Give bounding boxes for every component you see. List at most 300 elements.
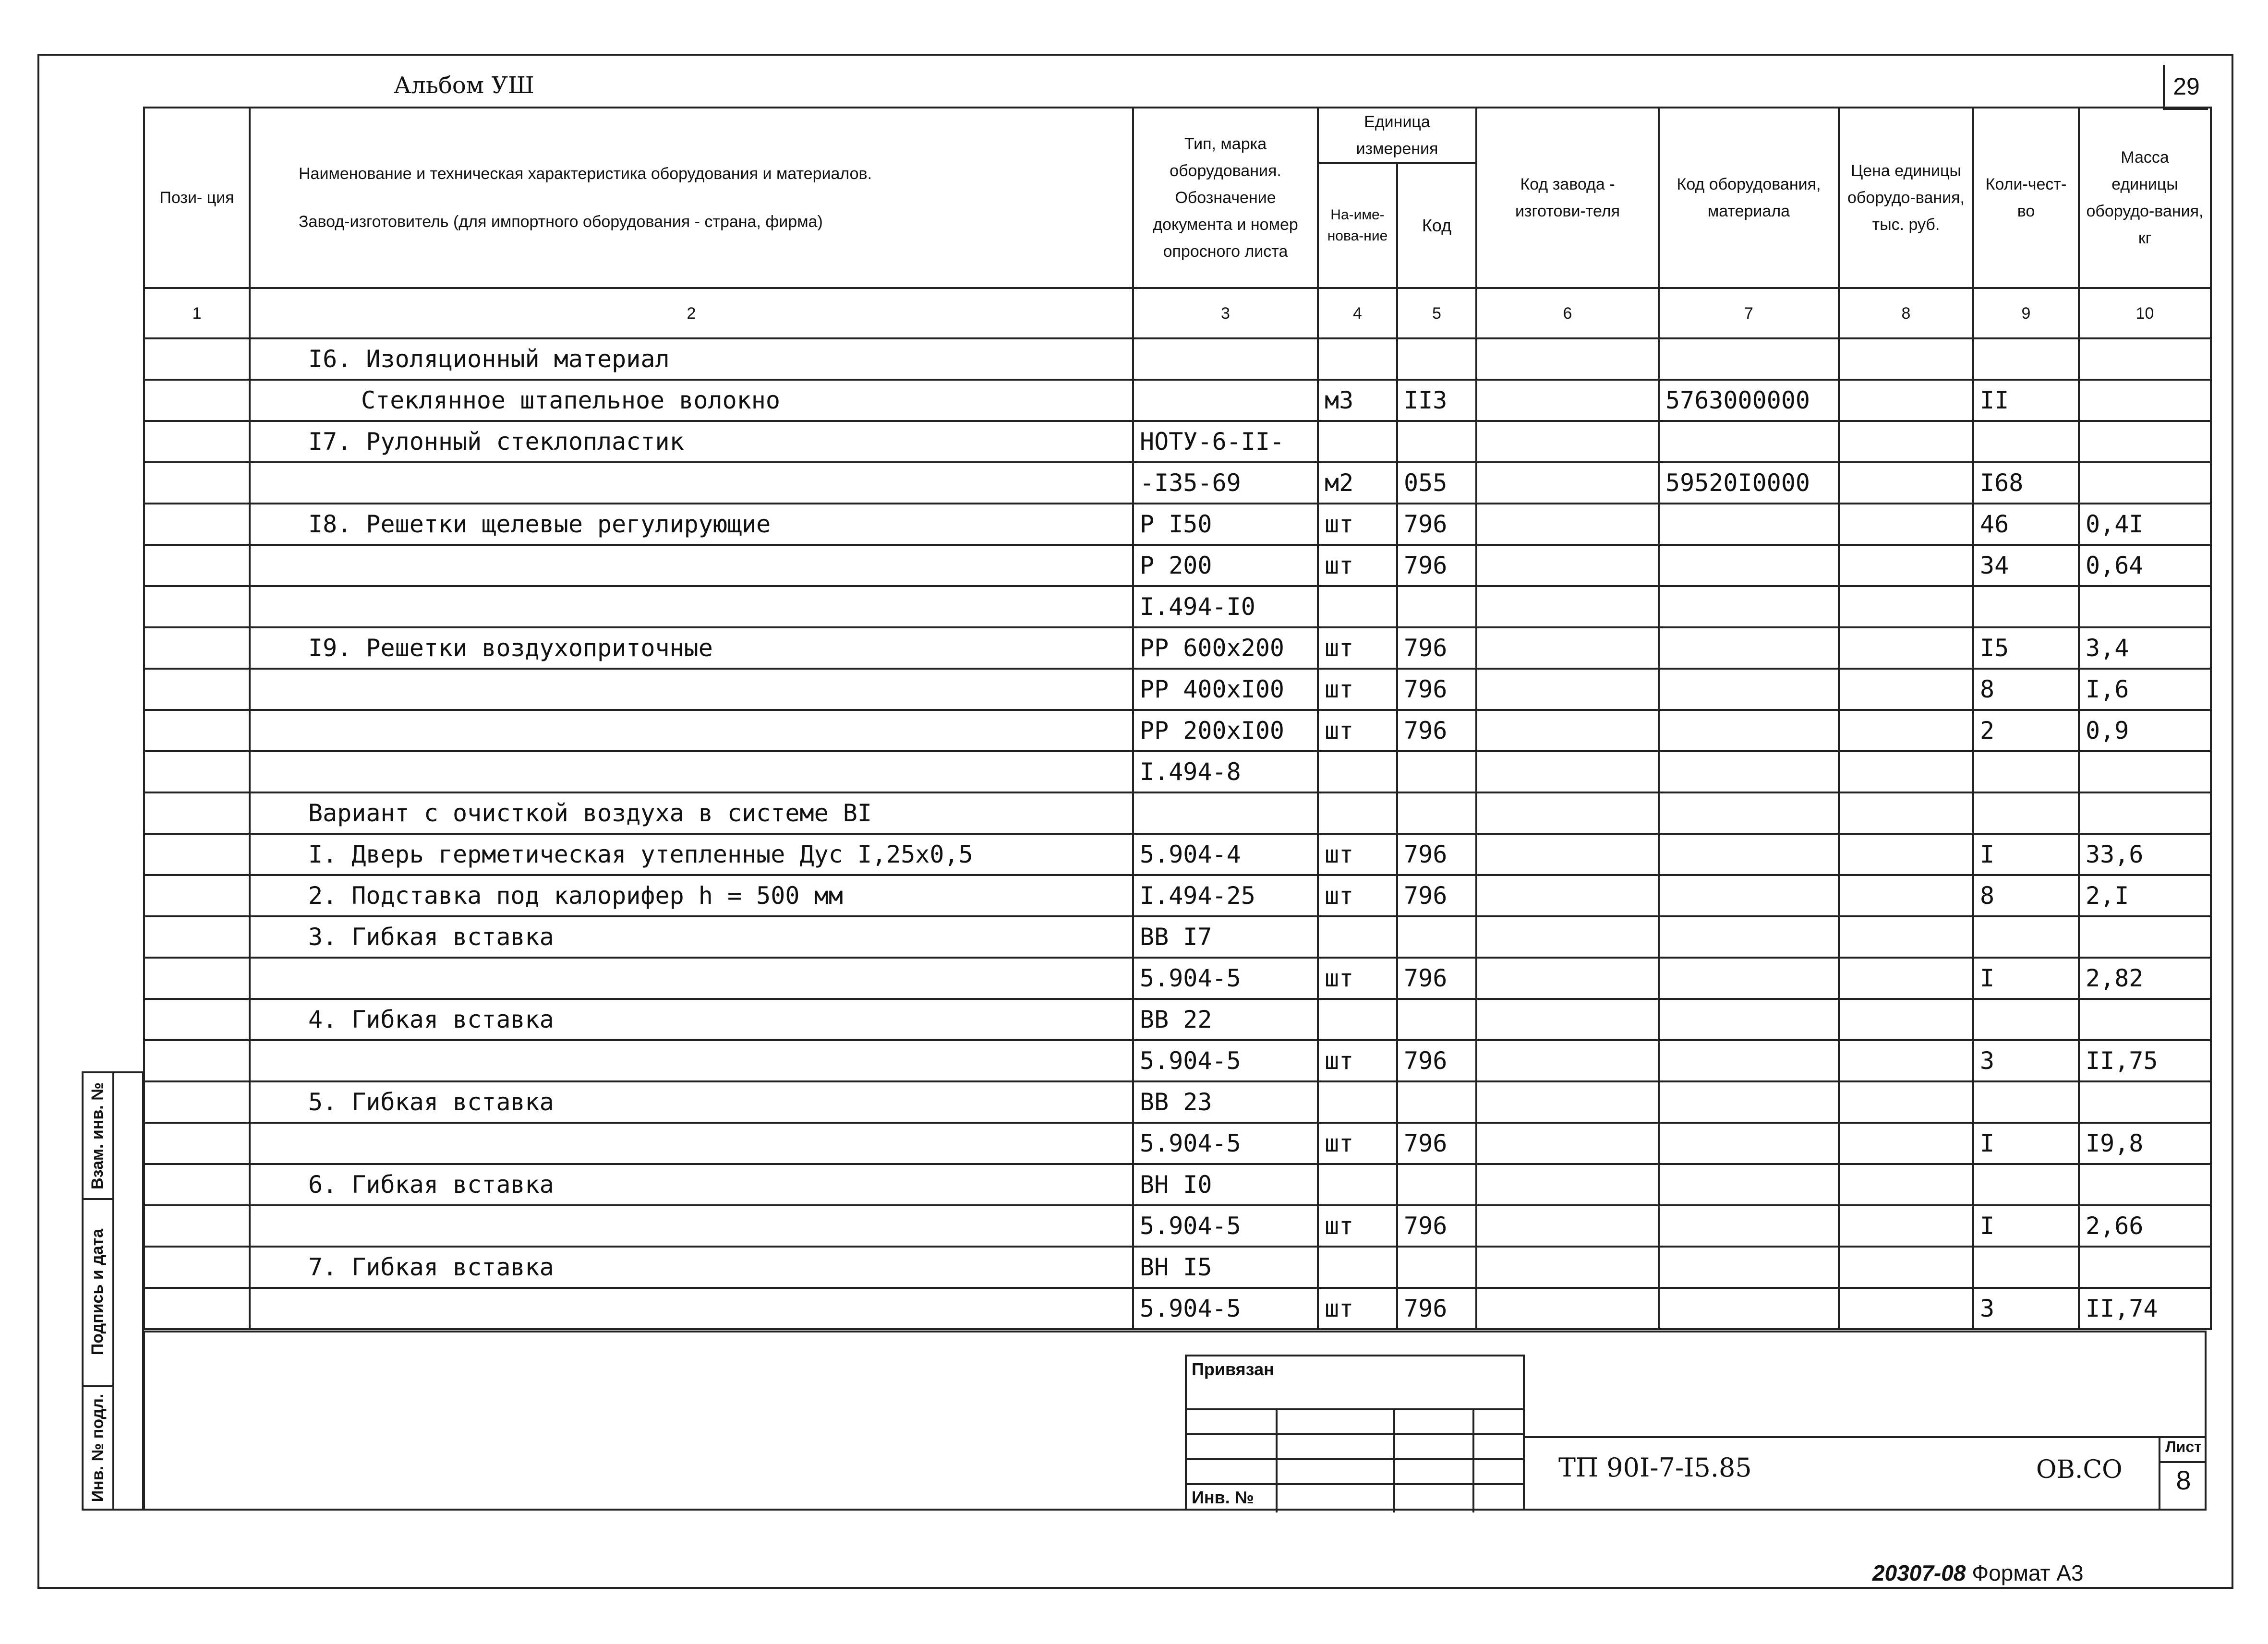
cell-code: II3 xyxy=(1397,380,1476,421)
cell-qty xyxy=(1973,916,2079,958)
cell-type: ВН I5 xyxy=(1133,1247,1318,1288)
cell-code xyxy=(1397,421,1476,462)
cell-name: 6. Гибкая вставка xyxy=(250,1164,1133,1205)
header-unit-name: На-име-нова-ние xyxy=(1318,163,1397,288)
cell-name: 7. Гибкая вставка xyxy=(250,1247,1133,1288)
cell-name: Стеклянное штапельное волокно xyxy=(250,380,1133,421)
cell-pos xyxy=(144,1247,250,1288)
header-unit: Единица измерения xyxy=(1318,108,1476,163)
footer xyxy=(1872,1560,2084,1586)
cell-ocode xyxy=(1659,586,1839,627)
table-row xyxy=(144,1288,2211,1329)
cell-mass: 2,I xyxy=(2079,875,2211,916)
cell-plant xyxy=(1476,338,1659,380)
table-row xyxy=(144,1205,2211,1247)
cell-type xyxy=(1133,380,1318,421)
header-quantity: Коли-чест-во xyxy=(1973,108,2079,288)
cell-name xyxy=(250,1123,1133,1164)
cell-type: ВВ 23 xyxy=(1133,1081,1318,1123)
cell-code xyxy=(1397,338,1476,380)
cell-type: Р I50 xyxy=(1133,504,1318,545)
column-number: 2 xyxy=(250,288,1133,338)
table-row xyxy=(144,1247,2211,1288)
cell-name xyxy=(250,751,1133,792)
cell-plant xyxy=(1476,834,1659,875)
cell-plant xyxy=(1476,1205,1659,1247)
cell-plant xyxy=(1476,999,1659,1040)
cell-unit: шт xyxy=(1318,834,1397,875)
header-position: Пози- ция xyxy=(144,108,250,288)
cell-price xyxy=(1839,834,1973,875)
column-number: 5 xyxy=(1397,288,1476,338)
cell-price xyxy=(1839,1081,1973,1123)
table-row xyxy=(144,1081,2211,1123)
cell-plant xyxy=(1476,586,1659,627)
cell-qty: I xyxy=(1973,958,2079,999)
table-row xyxy=(144,710,2211,751)
cell-name: I9. Решетки воздухоприточные xyxy=(250,627,1133,669)
cell-ocode xyxy=(1659,834,1839,875)
cell-price xyxy=(1839,669,1973,710)
inv-podl-label: Инв. № подл. xyxy=(88,1393,107,1502)
cell-price xyxy=(1839,1205,1973,1247)
cell-unit: шт xyxy=(1318,1123,1397,1164)
cell-qty xyxy=(1973,751,2079,792)
cell-code: 796 xyxy=(1397,1205,1476,1247)
header-equipment-code: Код оборудования, материала xyxy=(1659,108,1839,288)
cell-unit xyxy=(1318,421,1397,462)
table-row xyxy=(144,545,2211,586)
cell-plant xyxy=(1476,751,1659,792)
cell-mass xyxy=(2079,421,2211,462)
header-name: Наименование и техническая характеристика оборудования и материалов. Завод-изготовитель (для импортного оборудования - страна, фирма) xyxy=(250,108,1133,288)
cell-qty xyxy=(1973,421,2079,462)
cell-mass: II,75 xyxy=(2079,1040,2211,1081)
table-body xyxy=(144,338,2211,1329)
cell-price xyxy=(1839,338,1973,380)
cell-qty: 3 xyxy=(1973,1288,2079,1329)
cell-price xyxy=(1839,627,1973,669)
cell-ocode xyxy=(1659,669,1839,710)
cell-price xyxy=(1839,421,1973,462)
cell-name: 4. Гибкая вставка xyxy=(250,999,1133,1040)
cell-qty xyxy=(1973,338,2079,380)
cell-name: I7. Рулонный стеклопластик xyxy=(250,421,1133,462)
cell-type: РР 600х200 xyxy=(1133,627,1318,669)
cell-name: 3. Гибкая вставка xyxy=(250,916,1133,958)
cell-ocode xyxy=(1659,545,1839,586)
cell-mass: 2,82 xyxy=(2079,958,2211,999)
cell-qty: I xyxy=(1973,834,2079,875)
cell-pos xyxy=(144,916,250,958)
table-row xyxy=(144,834,2211,875)
cell-type: 5.904-4 xyxy=(1133,834,1318,875)
table-row xyxy=(144,380,2211,421)
cell-name xyxy=(250,669,1133,710)
cell-mass xyxy=(2079,916,2211,958)
cell-mass: 3,4 xyxy=(2079,627,2211,669)
cell-ocode xyxy=(1659,1123,1839,1164)
page-number: 29 xyxy=(2163,65,2208,110)
cell-ocode xyxy=(1659,875,1839,916)
cell-plant xyxy=(1476,1040,1659,1081)
table-row xyxy=(144,1123,2211,1164)
cell-plant xyxy=(1476,1081,1659,1123)
cell-plant xyxy=(1476,1288,1659,1329)
cell-pos xyxy=(144,1205,250,1247)
cell-price xyxy=(1839,380,1973,421)
cell-unit xyxy=(1318,751,1397,792)
album-title: Альбом УШ xyxy=(394,72,534,99)
cell-plant xyxy=(1476,545,1659,586)
cell-price xyxy=(1839,875,1973,916)
cell-name xyxy=(250,1205,1133,1247)
cell-mass xyxy=(2079,751,2211,792)
cell-unit xyxy=(1318,1247,1397,1288)
cell-unit: м2 xyxy=(1318,462,1397,504)
cell-qty: I xyxy=(1973,1123,2079,1164)
column-number: 7 xyxy=(1659,288,1839,338)
cell-price xyxy=(1839,999,1973,1040)
cell-name: I8. Решетки щелевые регулирующие xyxy=(250,504,1133,545)
column-number: 1 xyxy=(144,288,250,338)
cell-code xyxy=(1397,1164,1476,1205)
cell-ocode xyxy=(1659,916,1839,958)
cell-mass xyxy=(2079,1081,2211,1123)
column-number: 9 xyxy=(1973,288,2079,338)
cell-code xyxy=(1397,1247,1476,1288)
cell-pos xyxy=(144,669,250,710)
table-row xyxy=(144,338,2211,380)
cell-pos xyxy=(144,338,250,380)
header-mass: Масса единицы оборудо-вания, кг xyxy=(2079,108,2211,288)
cell-pos xyxy=(144,1040,250,1081)
cell-unit: шт xyxy=(1318,545,1397,586)
table-row xyxy=(144,669,2211,710)
cell-mass xyxy=(2079,338,2211,380)
column-number: 10 xyxy=(2079,288,2211,338)
cell-unit xyxy=(1318,338,1397,380)
cell-price xyxy=(1839,1040,1973,1081)
sheet-label: Лист xyxy=(2160,1438,2207,1463)
table-row xyxy=(144,916,2211,958)
cell-plant xyxy=(1476,875,1659,916)
cell-qty xyxy=(1973,999,2079,1040)
header-plant-code: Код завода - изготови-теля xyxy=(1476,108,1659,288)
header-price: Цена единицы оборудо-вания, тыс. руб. xyxy=(1839,108,1973,288)
cell-code: 796 xyxy=(1397,875,1476,916)
cell-pos xyxy=(144,462,250,504)
cell-ocode xyxy=(1659,1288,1839,1329)
cell-price xyxy=(1839,586,1973,627)
table-row xyxy=(144,462,2211,504)
cell-plant xyxy=(1476,1123,1659,1164)
cell-plant xyxy=(1476,627,1659,669)
cell-name xyxy=(250,958,1133,999)
cell-mass: I,6 xyxy=(2079,669,2211,710)
cell-pos xyxy=(144,1081,250,1123)
cell-type: ВН I0 xyxy=(1133,1164,1318,1205)
cell-name: Вариант с очисткой воздуха в системе ВI xyxy=(250,792,1133,834)
cell-mass: 33,6 xyxy=(2079,834,2211,875)
cell-ocode xyxy=(1659,1247,1839,1288)
cell-unit: шт xyxy=(1318,1288,1397,1329)
cell-pos xyxy=(144,710,250,751)
cell-mass: II,74 xyxy=(2079,1288,2211,1329)
cell-qty xyxy=(1973,1164,2079,1205)
cell-mass xyxy=(2079,1247,2211,1288)
cell-name: I. Дверь герметическая утепленные Дус I,25х0,5 xyxy=(250,834,1133,875)
cell-code: 796 xyxy=(1397,504,1476,545)
cell-type xyxy=(1133,792,1318,834)
cell-ocode xyxy=(1659,504,1839,545)
cell-price xyxy=(1839,504,1973,545)
cell-type: 5.904-5 xyxy=(1133,1205,1318,1247)
cell-pos xyxy=(144,999,250,1040)
column-number: 8 xyxy=(1839,288,1973,338)
cell-unit xyxy=(1318,1081,1397,1123)
cell-code xyxy=(1397,916,1476,958)
cell-pos xyxy=(144,834,250,875)
cell-plant xyxy=(1476,669,1659,710)
cell-mass: 0,9 xyxy=(2079,710,2211,751)
column-number: 6 xyxy=(1476,288,1659,338)
cell-unit: шт xyxy=(1318,958,1397,999)
column-number: 4 xyxy=(1318,288,1397,338)
cell-type: -I35-69 xyxy=(1133,462,1318,504)
cell-unit xyxy=(1318,999,1397,1040)
cell-plant xyxy=(1476,1164,1659,1205)
table-row xyxy=(144,421,2211,462)
cell-qty: 8 xyxy=(1973,875,2079,916)
cell-pos xyxy=(144,1288,250,1329)
cell-ocode xyxy=(1659,1081,1839,1123)
cell-qty: 2 xyxy=(1973,710,2079,751)
cell-ocode xyxy=(1659,792,1839,834)
header-unit-code: Код xyxy=(1397,163,1476,288)
cell-price xyxy=(1839,545,1973,586)
table-row xyxy=(144,751,2211,792)
cell-ocode: 59520I0000 xyxy=(1659,462,1839,504)
cell-unit xyxy=(1318,792,1397,834)
cell-type: Р 200 xyxy=(1133,545,1318,586)
cell-name: I6. Изоляционный материал xyxy=(250,338,1133,380)
cell-pos xyxy=(144,586,250,627)
cell-name xyxy=(250,462,1133,504)
cell-code: 796 xyxy=(1397,1040,1476,1081)
cell-ocode xyxy=(1659,958,1839,999)
cell-pos xyxy=(144,504,250,545)
cell-code: 796 xyxy=(1397,710,1476,751)
cell-code xyxy=(1397,1081,1476,1123)
cell-ocode xyxy=(1659,421,1839,462)
cell-unit: шт xyxy=(1318,710,1397,751)
cell-unit: м3 xyxy=(1318,380,1397,421)
cell-type: РР 400хI00 xyxy=(1133,669,1318,710)
cell-mass: 2,66 xyxy=(2079,1205,2211,1247)
cell-pos xyxy=(144,875,250,916)
cell-qty: 46 xyxy=(1973,504,2079,545)
cell-code xyxy=(1397,751,1476,792)
sheet-box xyxy=(2159,1438,2207,1511)
cell-qty xyxy=(1973,792,2079,834)
cell-plant xyxy=(1476,462,1659,504)
cell-unit xyxy=(1318,1164,1397,1205)
cell-pos xyxy=(144,380,250,421)
table-row xyxy=(144,999,2211,1040)
cell-price xyxy=(1839,1164,1973,1205)
column-number: 3 xyxy=(1133,288,1318,338)
header-type: Тип, марка оборудования. Обозначение документа и номер опросного листа xyxy=(1133,108,1318,288)
cell-ocode xyxy=(1659,1164,1839,1205)
cell-price xyxy=(1839,751,1973,792)
inventory-number: 20307-08 xyxy=(1872,1560,1966,1585)
cell-plant xyxy=(1476,380,1659,421)
cell-plant xyxy=(1476,792,1659,834)
cell-price xyxy=(1839,1123,1973,1164)
cell-name xyxy=(250,1040,1133,1081)
podpis-data-label: Подпись и дата xyxy=(84,1198,112,1387)
cell-type: ВВ I7 xyxy=(1133,916,1318,958)
cell-type: I.494-8 xyxy=(1133,751,1318,792)
cell-price xyxy=(1839,462,1973,504)
cell-unit: шт xyxy=(1318,875,1397,916)
document-code-block xyxy=(1525,1436,2207,1512)
cell-pos xyxy=(144,545,250,586)
cell-code: 055 xyxy=(1397,462,1476,504)
cell-type: 5.904-5 xyxy=(1133,958,1318,999)
cell-unit xyxy=(1318,586,1397,627)
cell-price xyxy=(1839,916,1973,958)
cell-code: 796 xyxy=(1397,627,1476,669)
format-label: Формат А3 xyxy=(1972,1560,2084,1585)
cell-name xyxy=(250,586,1133,627)
side-box-column xyxy=(112,1073,146,1509)
cell-code: 796 xyxy=(1397,1123,1476,1164)
table-row xyxy=(144,792,2211,834)
cell-mass: I9,8 xyxy=(2079,1123,2211,1164)
table-row xyxy=(144,875,2211,916)
cell-unit: шт xyxy=(1318,627,1397,669)
cell-unit: шт xyxy=(1318,669,1397,710)
cell-ocode xyxy=(1659,338,1839,380)
cell-name xyxy=(250,710,1133,751)
cell-type: 5.904-5 xyxy=(1133,1288,1318,1329)
table-row xyxy=(144,958,2211,999)
cell-type: I.494-I0 xyxy=(1133,586,1318,627)
cell-code xyxy=(1397,586,1476,627)
cell-code: 796 xyxy=(1397,1288,1476,1329)
cell-type: 5.904-5 xyxy=(1133,1123,1318,1164)
cell-qty: I5 xyxy=(1973,627,2079,669)
cell-ocode xyxy=(1659,710,1839,751)
side-approval-box xyxy=(82,1071,144,1511)
cell-code: 796 xyxy=(1397,958,1476,999)
cell-plant xyxy=(1476,504,1659,545)
cell-ocode xyxy=(1659,1205,1839,1247)
cell-unit: шт xyxy=(1318,1040,1397,1081)
cell-type xyxy=(1133,338,1318,380)
cell-mass xyxy=(2079,792,2211,834)
cell-qty: 8 xyxy=(1973,669,2079,710)
cell-pos xyxy=(144,958,250,999)
vzam-inv-label: Взам. инв. № xyxy=(84,1073,112,1200)
cell-unit xyxy=(1318,916,1397,958)
cell-name xyxy=(250,1288,1133,1329)
cell-mass: 0,4I xyxy=(2079,504,2211,545)
cell-ocode xyxy=(1659,627,1839,669)
cell-qty: I68 xyxy=(1973,462,2079,504)
cell-price xyxy=(1839,710,1973,751)
cell-code: 796 xyxy=(1397,834,1476,875)
cell-mass xyxy=(2079,1164,2211,1205)
cell-qty: 34 xyxy=(1973,545,2079,586)
cell-plant xyxy=(1476,916,1659,958)
cell-qty: I xyxy=(1973,1205,2079,1247)
cell-pos xyxy=(144,751,250,792)
cell-price xyxy=(1839,1247,1973,1288)
cell-price xyxy=(1839,792,1973,834)
document-section: ОВ.СО xyxy=(2036,1455,2123,1484)
cell-type: 5.904-5 xyxy=(1133,1040,1318,1081)
cell-code: 796 xyxy=(1397,545,1476,586)
cell-qty: 3 xyxy=(1973,1040,2079,1081)
cell-type: ВВ 22 xyxy=(1133,999,1318,1040)
cell-plant xyxy=(1476,958,1659,999)
cell-type: I.494-25 xyxy=(1133,875,1318,916)
cell-mass xyxy=(2079,462,2211,504)
cell-code xyxy=(1397,999,1476,1040)
cell-pos xyxy=(144,1123,250,1164)
cell-code xyxy=(1397,792,1476,834)
cell-ocode: 5763000000 xyxy=(1659,380,1839,421)
cell-mass xyxy=(2079,999,2211,1040)
cell-plant xyxy=(1476,1247,1659,1288)
cell-mass xyxy=(2079,380,2211,421)
cell-pos xyxy=(144,421,250,462)
cell-pos xyxy=(144,792,250,834)
cell-ocode xyxy=(1659,999,1839,1040)
document-code: ТП 90I-7-I5.85 xyxy=(1558,1452,1752,1483)
privyazan-label: Привязан xyxy=(1192,1359,1274,1379)
cell-plant xyxy=(1476,710,1659,751)
cell-pos xyxy=(144,1164,250,1205)
cell-mass: 0,64 xyxy=(2079,545,2211,586)
cell-ocode xyxy=(1659,751,1839,792)
cell-ocode xyxy=(1659,1040,1839,1081)
cell-plant xyxy=(1476,421,1659,462)
cell-qty xyxy=(1973,1247,2079,1288)
cell-unit: шт xyxy=(1318,1205,1397,1247)
cell-name xyxy=(250,545,1133,586)
cell-unit: шт xyxy=(1318,504,1397,545)
cell-name: 2. Подставка под калорифер h = 500 мм xyxy=(250,875,1133,916)
table-row xyxy=(144,504,2211,545)
table-row xyxy=(144,1040,2211,1081)
privyazan-stamp xyxy=(1185,1355,1525,1511)
cell-qty xyxy=(1973,586,2079,627)
specification-table xyxy=(143,107,2212,1330)
table-row xyxy=(144,627,2211,669)
cell-mass xyxy=(2079,586,2211,627)
cell-price xyxy=(1839,958,1973,999)
cell-code: 796 xyxy=(1397,669,1476,710)
cell-qty: II xyxy=(1973,380,2079,421)
cell-pos xyxy=(144,627,250,669)
cell-type: НОТУ-6-II- xyxy=(1133,421,1318,462)
table-row xyxy=(144,586,2211,627)
sheet-number: 8 xyxy=(2176,1465,2191,1495)
